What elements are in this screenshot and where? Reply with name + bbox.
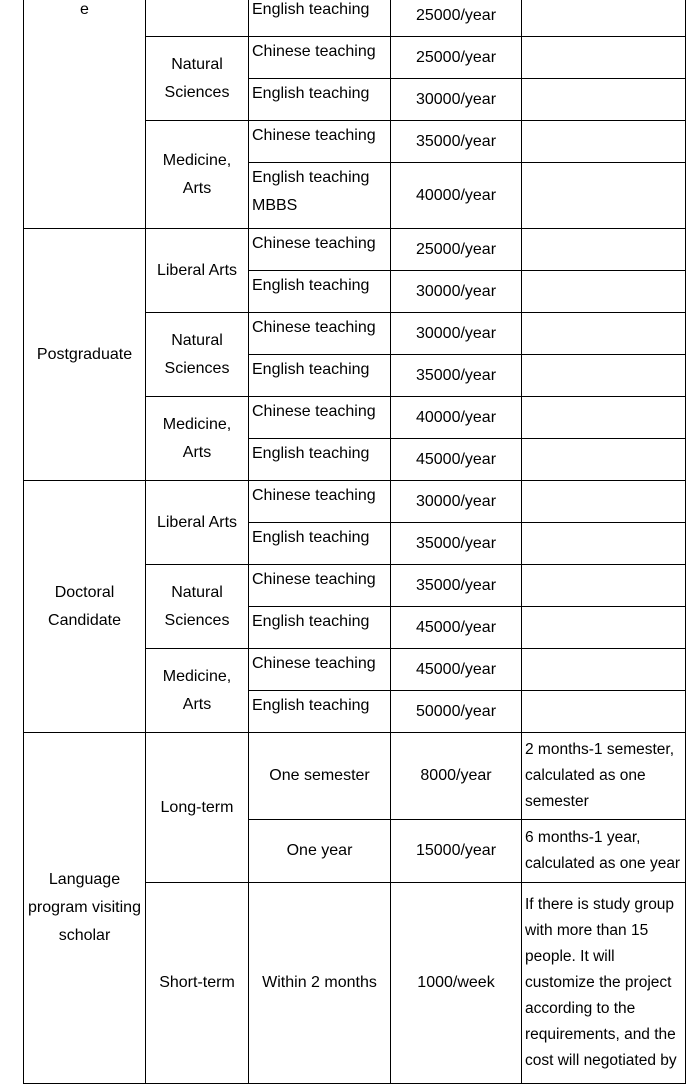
note-cell <box>522 0 686 37</box>
table-row <box>24 481 686 523</box>
table-row <box>24 0 686 37</box>
note-cell <box>522 271 686 313</box>
teaching-mode-cell: Within 2 months <box>249 883 391 1084</box>
fee-cell: 25000/year <box>391 229 522 271</box>
teaching-mode-cell: One semester <box>249 733 391 820</box>
teaching-mode-cell: English teaching <box>249 0 391 37</box>
note-cell <box>522 121 686 163</box>
note-cell <box>522 649 686 691</box>
subject-cell: Medicine, Arts <box>146 121 249 229</box>
subject-cell: Long-term <box>146 733 249 883</box>
subject-cell: Liberal Arts <box>146 229 249 313</box>
teaching-mode-cell: English teaching <box>249 691 391 733</box>
fee-cell: 25000/year <box>391 37 522 79</box>
teaching-mode-cell: Chinese teaching <box>249 649 391 691</box>
fee-cell: 50000/year <box>391 691 522 733</box>
fee-cell: 30000/year <box>391 79 522 121</box>
teaching-mode-cell: English teaching <box>249 271 391 313</box>
teaching-mode-cell: English teaching <box>249 79 391 121</box>
note-cell: If there is study group with more than 15 people. It will customize the project according to the requirements, and the cost will negotiated by <box>522 883 686 1084</box>
note-cell <box>522 607 686 649</box>
note-cell <box>522 229 686 271</box>
teaching-mode-cell: English teaching <box>249 355 391 397</box>
table-row <box>24 733 686 820</box>
level-cell: Language program visiting scholar <box>24 733 146 1084</box>
fee-cell: 30000/year <box>391 271 522 313</box>
teaching-mode-cell: English teaching <box>249 523 391 565</box>
note-cell <box>522 313 686 355</box>
subject-cell: Liberal Arts <box>146 481 249 565</box>
fee-cell: 40000/year <box>391 397 522 439</box>
fee-cell: 30000/year <box>391 313 522 355</box>
note-cell <box>522 355 686 397</box>
fee-cell: 35000/year <box>391 355 522 397</box>
subject-cell: Natural Sciences <box>146 565 249 649</box>
subject-cell: Natural Sciences <box>146 313 249 397</box>
note-cell <box>522 691 686 733</box>
subject-cell: Natural Sciences <box>146 37 249 121</box>
fee-cell: 15000/year <box>391 820 522 883</box>
fee-cell: 40000/year <box>391 163 522 229</box>
teaching-mode-cell: English teaching MBBS <box>249 163 391 229</box>
teaching-mode-cell: Chinese teaching <box>249 37 391 79</box>
note-cell: 2 months-1 semester, calculated as one semester <box>522 733 686 820</box>
teaching-mode-cell: Chinese teaching <box>249 229 391 271</box>
level-cell: e <box>24 0 146 229</box>
note-cell: 6 months-1 year, calculated as one year <box>522 820 686 883</box>
fee-cell: 8000/year <box>391 733 522 820</box>
teaching-mode-cell: Chinese teaching <box>249 481 391 523</box>
note-cell <box>522 523 686 565</box>
subject-cell: Medicine, Arts <box>146 397 249 481</box>
fee-cell: 1000/week <box>391 883 522 1084</box>
fee-cell: 45000/year <box>391 607 522 649</box>
fee-cell: 35000/year <box>391 121 522 163</box>
note-cell <box>522 37 686 79</box>
note-cell <box>522 163 686 229</box>
note-cell <box>522 481 686 523</box>
subject-cell: Short-term <box>146 883 249 1084</box>
note-cell <box>522 397 686 439</box>
teaching-mode-cell: English teaching <box>249 439 391 481</box>
teaching-mode-cell: One year <box>249 820 391 883</box>
fee-cell: 35000/year <box>391 565 522 607</box>
subject-cell: Medicine, Arts <box>146 649 249 733</box>
level-cell: Doctoral Candidate <box>24 481 146 733</box>
tuition-fee-table <box>23 0 686 1084</box>
fee-cell: 25000/year <box>391 0 522 37</box>
teaching-mode-cell: Chinese teaching <box>249 397 391 439</box>
teaching-mode-cell: English teaching <box>249 607 391 649</box>
level-cell: Postgraduate <box>24 229 146 481</box>
fee-cell: 45000/year <box>391 439 522 481</box>
fee-cell: 30000/year <box>391 481 522 523</box>
fee-cell: 35000/year <box>391 523 522 565</box>
fee-cell: 45000/year <box>391 649 522 691</box>
subject-cell <box>146 0 249 37</box>
teaching-mode-cell: Chinese teaching <box>249 313 391 355</box>
note-cell <box>522 565 686 607</box>
note-cell <box>522 79 686 121</box>
teaching-mode-cell: Chinese teaching <box>249 121 391 163</box>
note-cell <box>522 439 686 481</box>
table-row <box>24 229 686 271</box>
teaching-mode-cell: Chinese teaching <box>249 565 391 607</box>
